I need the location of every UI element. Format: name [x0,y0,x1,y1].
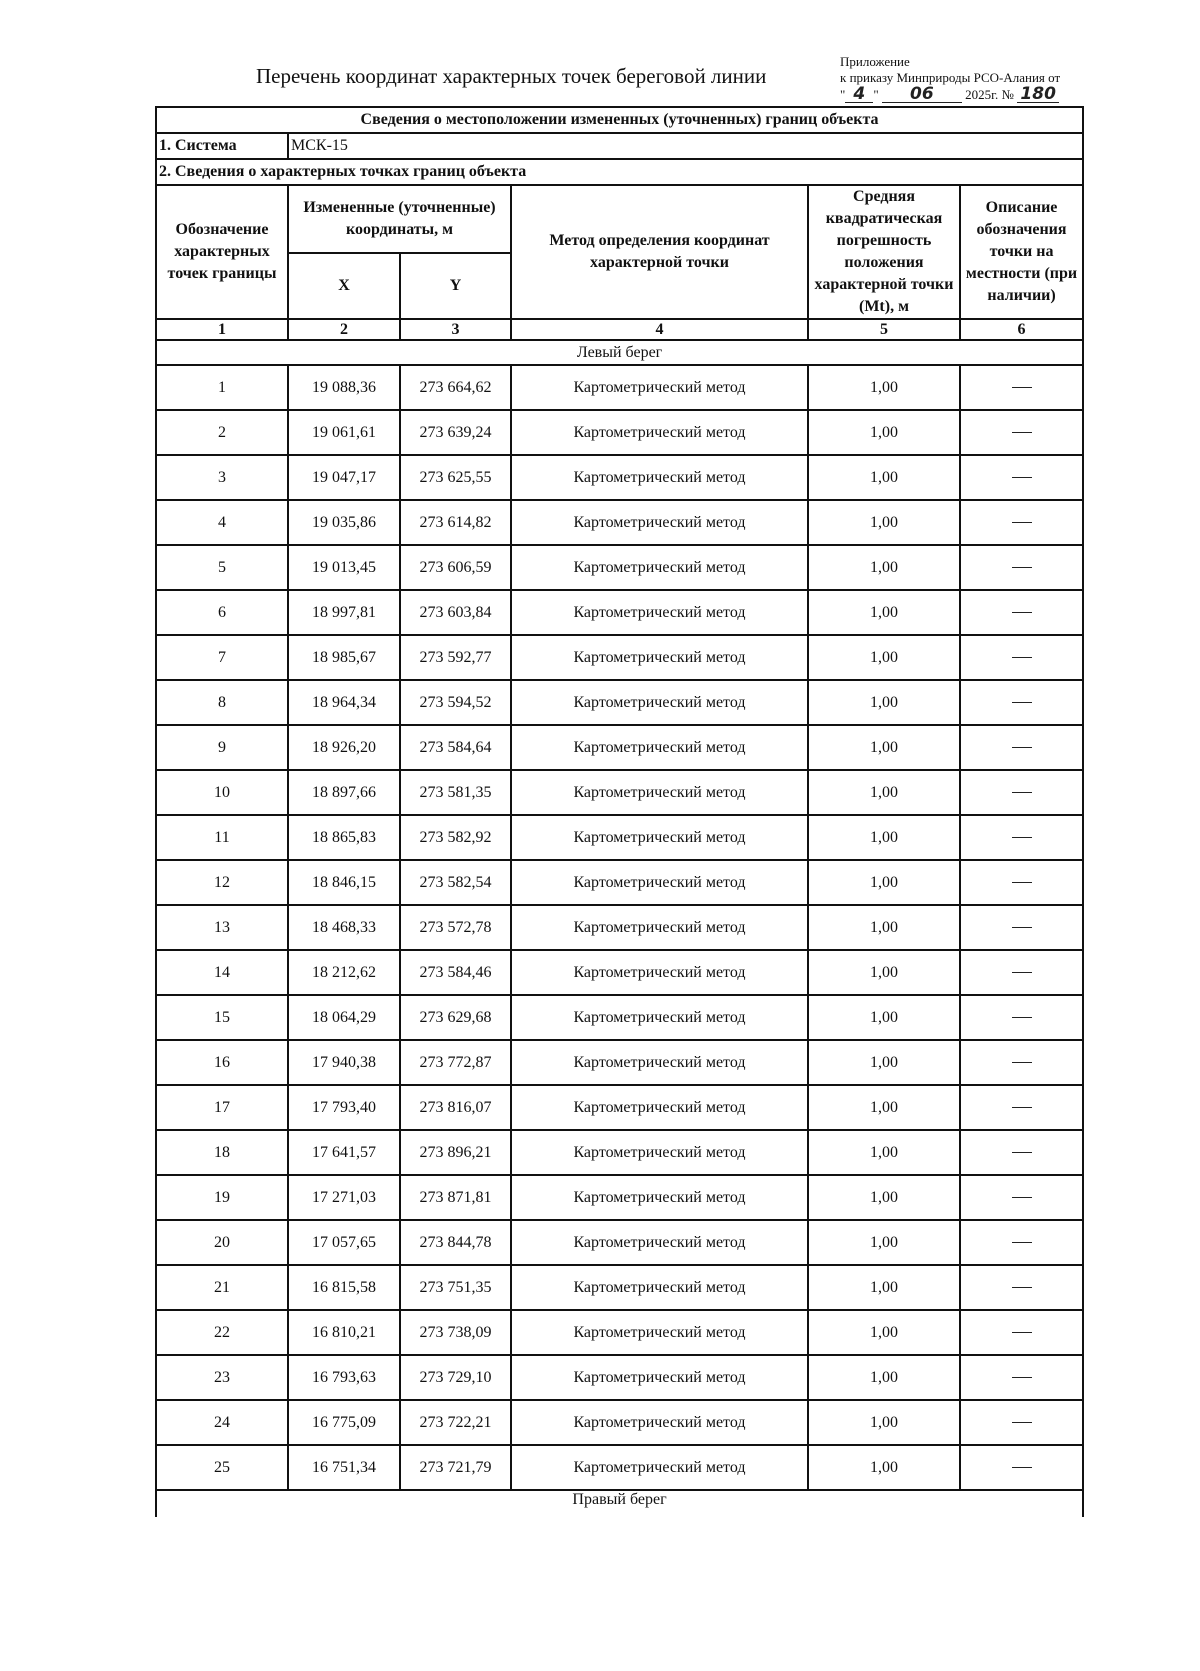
dash-mark [1012,657,1032,658]
dash-mark [1012,792,1032,793]
cell-error: 1,00 [808,770,960,815]
annex-year-suffix: г. № [991,87,1014,102]
annex-number: 180 [1017,86,1059,103]
dash-mark [1012,1332,1032,1333]
cell-y: 273 722,21 [400,1400,511,1445]
cell-point-number: 16 [156,1040,288,1085]
cell-point-number: 18 [156,1130,288,1175]
cell-point-number: 24 [156,1400,288,1445]
col-header-method: Метод определения координат характерной точки [511,185,808,319]
cell-method: Картометрический метод [511,725,808,770]
cell-error: 1,00 [808,1265,960,1310]
cell-point-number: 13 [156,905,288,950]
cell-error: 1,00 [808,455,960,500]
cell-x: 18 468,33 [288,905,400,950]
cell-error: 1,00 [808,1310,960,1355]
cell-description [960,455,1083,500]
cell-y: 273 584,46 [400,950,511,995]
cell-method: Картометрический метод [511,770,808,815]
cell-x: 17 057,65 [288,1220,400,1265]
cell-description [960,725,1083,770]
cell-description [960,1310,1083,1355]
cell-method: Картометрический метод [511,635,808,680]
dash-mark [1012,1017,1032,1018]
cell-description [960,680,1083,725]
annex-month: 06 [882,86,962,103]
dash-mark [1012,1242,1032,1243]
cell-y: 273 572,78 [400,905,511,950]
cell-x: 17 793,40 [288,1085,400,1130]
cell-point-number: 7 [156,635,288,680]
cell-x: 18 212,62 [288,950,400,995]
cell-y: 273 629,68 [400,995,511,1040]
cell-error: 1,00 [808,1130,960,1175]
cell-method: Картометрический метод [511,1130,808,1175]
col-number: 6 [960,319,1083,340]
cell-point-number: 4 [156,500,288,545]
cell-error: 1,00 [808,1220,960,1265]
table-row [156,725,1083,770]
dash-mark [1012,972,1032,973]
cell-method: Картометрический метод [511,905,808,950]
table-row [156,1265,1083,1310]
cell-error: 1,00 [808,815,960,860]
dash-mark [1012,1422,1032,1423]
cell-method: Картометрический метод [511,455,808,500]
cell-y: 273 721,79 [400,1445,511,1490]
cell-method: Картометрический метод [511,1445,808,1490]
table-row [156,455,1083,500]
table-row [156,905,1083,950]
cell-description [960,905,1083,950]
cell-x: 19 061,61 [288,410,400,455]
dash-mark [1012,1107,1032,1108]
table-row [156,950,1083,995]
col-number: 4 [511,319,808,340]
cell-method: Картометрический метод [511,1355,808,1400]
cell-x: 17 940,38 [288,1040,400,1085]
annex-line-1: Приложение [840,54,910,69]
cell-point-number: 21 [156,1265,288,1310]
table-row [156,770,1083,815]
cell-description [960,500,1083,545]
coordinates-table [155,106,1084,1517]
cell-x: 16 810,21 [288,1310,400,1355]
cell-point-number: 19 [156,1175,288,1220]
cell-x: 18 846,15 [288,860,400,905]
cell-method: Картометрический метод [511,1265,808,1310]
cell-description [960,815,1083,860]
cell-x: 18 926,20 [288,725,400,770]
annex-day: 4 [845,86,873,103]
cell-error: 1,00 [808,500,960,545]
points-title: 2. Сведения о характерных точках границ объекта [156,159,1083,185]
cell-point-number: 8 [156,680,288,725]
cell-error: 1,00 [808,1040,960,1085]
cell-x: 16 751,34 [288,1445,400,1490]
cell-point-number: 15 [156,995,288,1040]
cell-point-number: 22 [156,1310,288,1355]
col-number: 3 [400,319,511,340]
col-header-point: Обозначение характерных точек границы [156,185,288,319]
cell-description [960,1355,1083,1400]
cell-y: 273 639,24 [400,410,511,455]
cell-point-number: 1 [156,365,288,410]
cell-method: Картометрический метод [511,590,808,635]
cell-method: Картометрический метод [511,410,808,455]
cell-error: 1,00 [808,1445,960,1490]
col-number: 5 [808,319,960,340]
col-number: 1 [156,319,288,340]
dash-mark [1012,1062,1032,1063]
cell-method: Картометрический метод [511,995,808,1040]
cell-error: 1,00 [808,950,960,995]
cell-y: 273 772,87 [400,1040,511,1085]
cell-x: 18 997,81 [288,590,400,635]
cell-error: 1,00 [808,860,960,905]
cell-description [960,590,1083,635]
annex-year: 2025 [965,87,992,102]
cell-method: Картометрический метод [511,1220,808,1265]
cell-error: 1,00 [808,1400,960,1445]
cell-y: 273 606,59 [400,545,511,590]
cell-error: 1,00 [808,725,960,770]
table-row [156,1355,1083,1400]
cell-point-number: 11 [156,815,288,860]
cell-description [960,1040,1083,1085]
cell-x: 18 964,34 [288,680,400,725]
annex-block [840,54,1060,103]
cell-point-number: 25 [156,1445,288,1490]
cell-description [960,635,1083,680]
cell-description [960,860,1083,905]
table-row [156,995,1083,1040]
table-row [156,1175,1083,1220]
table-row [156,815,1083,860]
cell-error: 1,00 [808,905,960,950]
cell-method: Картометрический метод [511,860,808,905]
cell-description [960,1400,1083,1445]
cell-x: 19 088,36 [288,365,400,410]
cell-description [960,545,1083,590]
dash-mark [1012,1287,1032,1288]
table-row [156,1310,1083,1355]
table-row [156,410,1083,455]
cell-point-number: 3 [156,455,288,500]
cell-x: 17 271,03 [288,1175,400,1220]
cell-description [960,1175,1083,1220]
cell-error: 1,00 [808,410,960,455]
cell-x: 19 035,86 [288,500,400,545]
cell-point-number: 10 [156,770,288,815]
cell-method: Картометрический метод [511,365,808,410]
cell-method: Картометрический метод [511,545,808,590]
cell-x: 16 775,09 [288,1400,400,1445]
cell-point-number: 9 [156,725,288,770]
table-row [156,500,1083,545]
cell-x: 18 897,66 [288,770,400,815]
table-row [156,545,1083,590]
cell-method: Картометрический метод [511,500,808,545]
cell-y: 273 816,07 [400,1085,511,1130]
cell-y: 273 584,64 [400,725,511,770]
cell-y: 273 729,10 [400,1355,511,1400]
cell-method: Картометрический метод [511,1175,808,1220]
dash-mark [1012,837,1032,838]
cell-y: 273 625,55 [400,455,511,500]
dash-mark [1012,702,1032,703]
cell-x: 18 064,29 [288,995,400,1040]
dash-mark [1012,1152,1032,1153]
annex-line-3: " 4 " 06 2025г. № 180 [840,86,1060,103]
col-header-description: Описание обозначения точки на местности (при наличии) [960,185,1083,319]
right-bank-label: Правый берег [156,1490,1083,1517]
dash-mark [1012,1197,1032,1198]
cell-y: 273 896,21 [400,1130,511,1175]
table-row [156,860,1083,905]
cell-x: 18 865,83 [288,815,400,860]
cell-description [960,1085,1083,1130]
cell-description [960,950,1083,995]
cell-method: Картометрический метод [511,680,808,725]
col-header-coords: Измененные (уточненные) координаты, м [288,185,511,253]
cell-point-number: 14 [156,950,288,995]
cell-x: 16 815,58 [288,1265,400,1310]
cell-error: 1,00 [808,545,960,590]
cell-y: 273 603,84 [400,590,511,635]
cell-error: 1,00 [808,1355,960,1400]
cell-y: 273 664,62 [400,365,511,410]
cell-description [960,365,1083,410]
dash-mark [1012,1467,1032,1468]
cell-description [960,770,1083,815]
cell-y: 273 871,81 [400,1175,511,1220]
cell-point-number: 6 [156,590,288,635]
cell-x: 18 985,67 [288,635,400,680]
left-bank-label: Левый берег [156,340,1083,365]
dash-mark [1012,927,1032,928]
cell-x: 17 641,57 [288,1130,400,1175]
cell-y: 273 581,35 [400,770,511,815]
cell-method: Картометрический метод [511,1310,808,1355]
table-row [156,1085,1083,1130]
col-header-y: Y [400,253,511,319]
dash-mark [1012,432,1032,433]
cell-y: 273 582,54 [400,860,511,905]
dash-mark [1012,522,1032,523]
cell-y: 273 582,92 [400,815,511,860]
dash-mark [1012,1377,1032,1378]
section-title: Сведения о местоположении измененных (уточненных) границ объекта [156,107,1083,133]
cell-method: Картометрический метод [511,815,808,860]
table-row [156,1445,1083,1490]
table-row [156,1220,1083,1265]
dash-mark [1012,612,1032,613]
cell-x: 16 793,63 [288,1355,400,1400]
cell-method: Картометрический метод [511,950,808,995]
cell-y: 273 594,52 [400,680,511,725]
cell-error: 1,00 [808,995,960,1040]
table-row [156,1400,1083,1445]
table-row [156,1130,1083,1175]
cell-point-number: 5 [156,545,288,590]
cell-y: 273 614,82 [400,500,511,545]
cell-point-number: 20 [156,1220,288,1265]
table-body [156,365,1083,1490]
cell-method: Картометрический метод [511,1085,808,1130]
cell-description [960,995,1083,1040]
dash-mark [1012,567,1032,568]
table-row [156,590,1083,635]
cell-description [960,1220,1083,1265]
table-row [156,680,1083,725]
cell-description [960,410,1083,455]
cell-point-number: 17 [156,1085,288,1130]
dash-mark [1012,387,1032,388]
cell-x: 19 047,17 [288,455,400,500]
cell-error: 1,00 [808,365,960,410]
cell-description [960,1265,1083,1310]
cell-description [960,1445,1083,1490]
dash-mark [1012,477,1032,478]
cell-error: 1,00 [808,1175,960,1220]
col-header-x: X [288,253,400,319]
col-number: 2 [288,319,400,340]
dash-mark [1012,747,1032,748]
cell-point-number: 2 [156,410,288,455]
annex-line-2: к приказу Минприроды РСО-Алания от [840,70,1061,85]
system-label: 1. Система [156,133,288,159]
cell-x: 19 013,45 [288,545,400,590]
dash-mark [1012,882,1032,883]
page-title: Перечень координат характерных точек береговой линии [256,64,767,88]
cell-point-number: 12 [156,860,288,905]
cell-method: Картометрический метод [511,1400,808,1445]
cell-error: 1,00 [808,635,960,680]
table-row [156,1040,1083,1085]
cell-method: Картометрический метод [511,1040,808,1085]
cell-point-number: 23 [156,1355,288,1400]
cell-error: 1,00 [808,680,960,725]
cell-y: 273 592,77 [400,635,511,680]
cell-y: 273 738,09 [400,1310,511,1355]
cell-y: 273 844,78 [400,1220,511,1265]
cell-description [960,1130,1083,1175]
cell-y: 273 751,35 [400,1265,511,1310]
cell-error: 1,00 [808,590,960,635]
system-value: МСК-15 [288,133,1083,159]
cell-error: 1,00 [808,1085,960,1130]
table-row [156,635,1083,680]
table-row [156,365,1083,410]
col-header-error: Средняя квадратическая погрешность положения характерной точки (Mt), м [808,185,960,319]
